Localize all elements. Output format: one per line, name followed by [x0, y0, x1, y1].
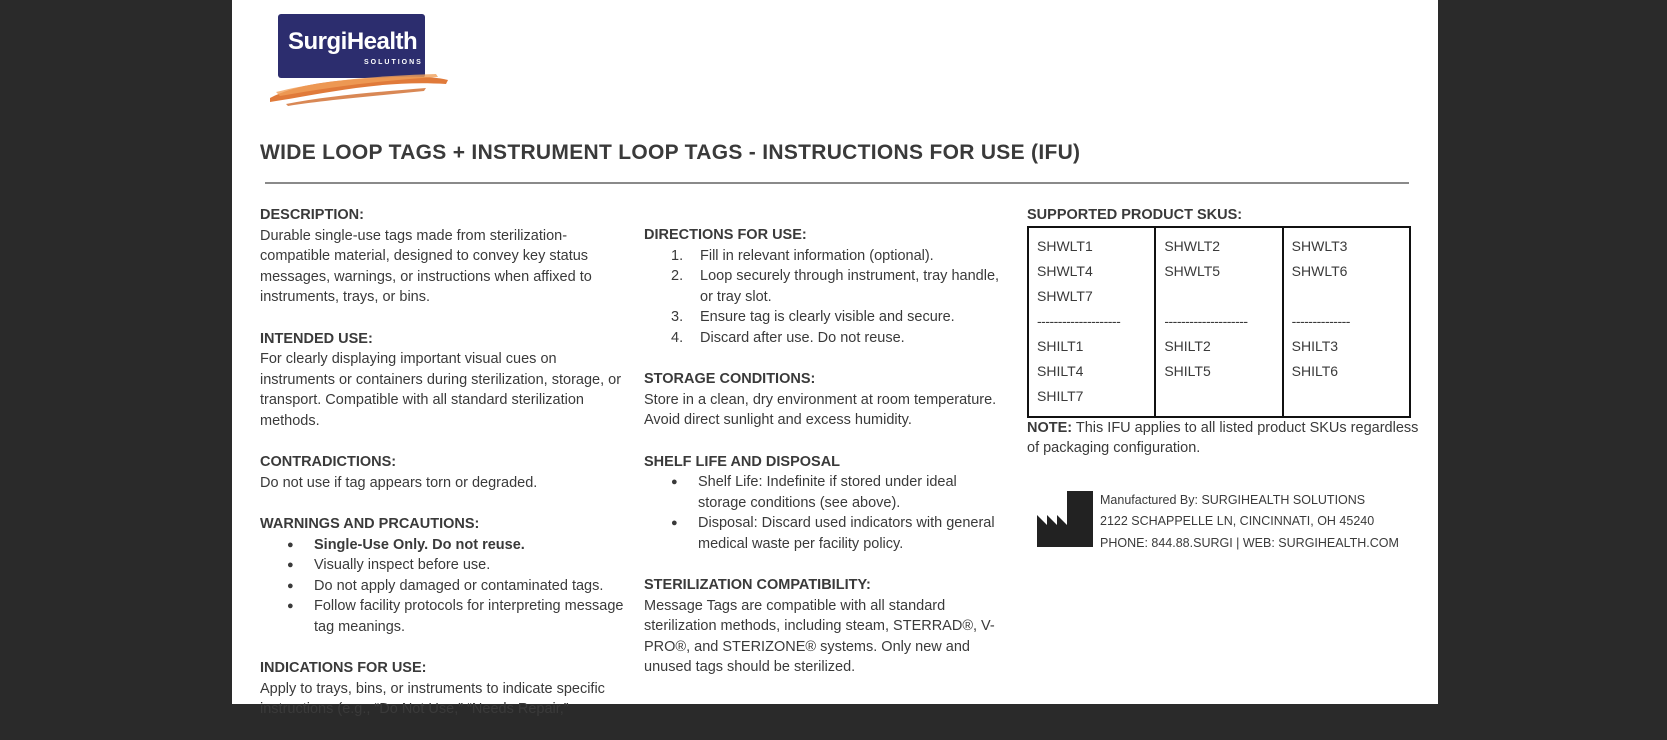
list-item: ● Do not apply damaged or contaminated tags.	[314, 576, 630, 597]
document-title: WIDE LOOP TAGS + INSTRUMENT LOOP TAGS - INSTRUCTIONS FOR USE (IFU)	[260, 141, 1081, 164]
sterilization-heading: STERILIZATION COMPATIBILITY:	[644, 577, 871, 594]
directions-heading: DIRECTIONS FOR USE:	[644, 227, 807, 243]
intended-use-heading: INTENDED USE:	[260, 330, 373, 347]
sku-separator: --------------	[1291, 312, 1350, 329]
shelf-life-heading: SHELF LIFE AND DISPOSAL	[644, 453, 841, 470]
list-item: ● Follow facility protocols for interpreting message tag meanings.	[314, 596, 630, 637]
sku-item: SHWLT7	[1037, 287, 1093, 304]
sterilization-section	[644, 575, 1004, 678]
manufacturer-factory-icon	[1037, 491, 1093, 547]
sku-item: SHILT4	[1037, 362, 1084, 379]
column-right	[1027, 205, 1427, 555]
note-text: This IFU applies to all listed product SKUs regardless of packaging configuration.	[1027, 419, 1419, 457]
list-item: 3. Ensure tag is clearly visible and secure.	[671, 309, 955, 326]
column-left	[260, 205, 630, 740]
sku-separator: --------------------	[1164, 312, 1248, 329]
directions-section	[644, 225, 1004, 349]
sku-item: SHILT1	[1037, 337, 1084, 354]
sku-item: SHWLT3	[1291, 237, 1348, 254]
sku-item: SHILT6	[1291, 362, 1339, 379]
logo-tagline: SOLUTIONS	[364, 59, 423, 66]
indications-body: Apply to trays, bins, or instruments to indicate specific instructions (e.g., “Do Not Use,” “Needs Repair,”	[260, 680, 605, 718]
sku-column	[1282, 228, 1409, 416]
column-middle	[644, 225, 1004, 699]
list-item: ● Shelf Life: Indefinite if stored under ideal storage conditions (see above).	[698, 472, 1004, 513]
description-body: Durable single-use tags made from sterilization-compatible material, designed to convey key status messages, warnings, or instructions when affixed to instruments, trays, or bins.	[260, 227, 592, 306]
manufacturer-address: 2122 SCHAPPELLE LN, CINCINNATI, OH 45240	[1100, 514, 1375, 529]
sku-item: SHWLT2	[1164, 237, 1221, 254]
intended-use-section	[260, 329, 630, 432]
document-page	[232, 0, 1438, 718]
sku-item	[1164, 284, 1273, 309]
sku-item: SHILT5	[1164, 362, 1211, 379]
sku-item: SHILT7	[1037, 387, 1084, 404]
storage-body: Store in a clean, dry environment at room temperature. Avoid direct sunlight and excess humidity.	[644, 391, 997, 429]
sku-item: SHWLT4	[1037, 262, 1093, 279]
sku-column	[1029, 228, 1154, 416]
sku-item: SHILT2	[1164, 337, 1211, 354]
storage-heading: STORAGE CONDITIONS:	[644, 371, 816, 388]
sku-note	[1027, 418, 1427, 459]
surgihealth-logo	[266, 14, 450, 94]
list-item: 1. Fill in relevant information (optional).	[671, 247, 934, 264]
manufacturer-block	[1027, 491, 1427, 555]
list-item: ● Visually inspect before use.	[314, 555, 630, 576]
title-divider	[265, 182, 1409, 184]
shelf-life-list	[644, 472, 1004, 554]
warnings-heading: WARNINGS AND PRCAUTIONS:	[260, 515, 480, 532]
list-item: ● Disposal: Discard used indicators with general medical waste per facility policy.	[698, 513, 1004, 554]
contradictions-heading: CONTRADICTIONS:	[260, 454, 397, 471]
sku-item: SHWLT1	[1037, 237, 1093, 254]
contradictions-body: Do not use if tag appears torn or degraded.	[260, 474, 538, 491]
indications-section	[260, 658, 630, 720]
sku-separator: --------------------	[1037, 312, 1121, 329]
manufacturer-name: Manufactured By: SURGIHEALTH SOLUTIONS	[1100, 492, 1366, 507]
warnings-section	[260, 514, 630, 638]
sku-item: SHWLT6	[1291, 262, 1348, 279]
shelf-life-section	[644, 452, 1004, 555]
note-label: NOTE:	[1027, 419, 1073, 436]
sku-item	[1292, 284, 1401, 309]
manufacturer-contact: PHONE: 844.88.SURGI | WEB: SURGIHEALTH.COM	[1100, 535, 1399, 550]
list-item: 4. Discard after use. Do not reuse.	[671, 329, 905, 346]
list-item: ● Single-Use Only. Do not reuse.	[314, 535, 630, 556]
description-section	[260, 205, 630, 308]
sku-table	[1027, 226, 1411, 418]
directions-list	[644, 246, 1004, 349]
list-item: 2. Loop securely through instrument, tray handle, or tray slot.	[671, 268, 1000, 305]
description-heading: DESCRIPTION:	[260, 207, 364, 223]
logo-name: SurgiHealth	[288, 28, 418, 55]
brush-stroke-icon	[266, 64, 450, 106]
sku-item: SHWLT5	[1164, 262, 1221, 279]
sku-column	[1154, 228, 1281, 416]
warnings-list	[260, 535, 630, 638]
sterilization-body: Message Tags are compatible with all standard sterilization methods, including steam, STERRAD®, V-PRO®, and STERIZONE® systems. Only new and unused tags should be sterilized.	[644, 597, 995, 676]
manufacturer-info	[1100, 490, 1399, 555]
sku-item: SHILT3	[1291, 337, 1339, 354]
contradictions-section	[260, 452, 630, 493]
storage-section	[644, 369, 1004, 431]
skus-heading: SUPPORTED PRODUCT SKUS:	[1027, 207, 1243, 223]
intended-use-body: For clearly displaying important visual cues on instruments or containers during sterilization, storage, or transport. Compatible with all standard sterilization methods.	[260, 351, 622, 429]
indications-heading: INDICATIONS FOR USE:	[260, 660, 427, 677]
